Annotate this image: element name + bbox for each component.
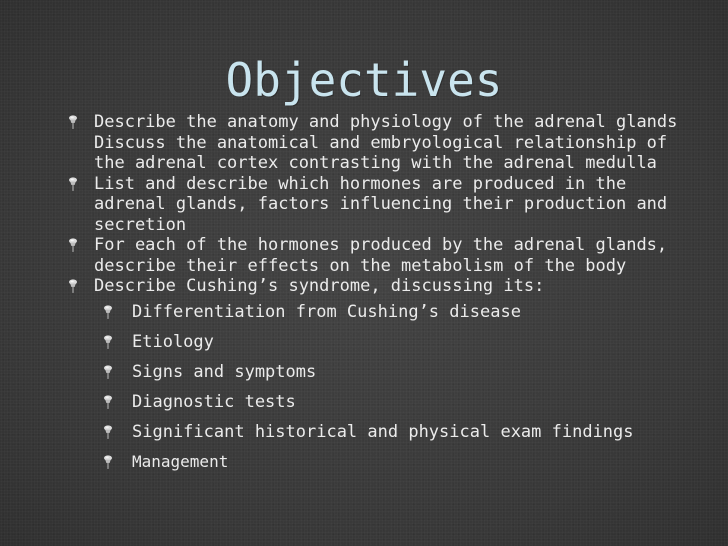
sub-bullet-text: Signs and symptoms (132, 361, 317, 382)
bullet-item (64, 235, 704, 276)
sub-bullet-item (100, 297, 704, 327)
pushpin-icon (67, 238, 79, 252)
bullet-text: Describe Cushing’s syndrome, discussing its: (94, 276, 545, 296)
bullet-text: For each of the hormones produced by the adrenal glands, describe their effects on the metabolism of the body (94, 235, 668, 276)
sub-bullet-item (100, 417, 704, 447)
bullet-text: List and describe which hormones are produced in the adrenal glands, factors influencing their production and secretion (94, 173, 668, 235)
pushpin-icon (102, 335, 114, 349)
sub-bullet-text: Significant historical and physical exam findings (132, 421, 634, 442)
cushing-sub-list (100, 297, 704, 477)
pushpin-icon (102, 305, 114, 319)
bullet-item (64, 276, 704, 297)
sub-bullet-text: Differentiation from Cushing’s disease (132, 301, 521, 322)
sub-bullet-text: Diagnostic tests (132, 391, 296, 412)
pushpin-icon (102, 395, 114, 409)
sub-bullet-item (100, 357, 704, 387)
bullet-text: Describe the anatomy and physiology of the adrenal glands Discuss the anatomical and embryological relationship of the adrenal cortex contrasting with the adrenal medulla (94, 112, 678, 173)
sub-bullet-item (100, 447, 704, 477)
pushpin-icon (67, 115, 79, 129)
sub-bullet-item (100, 387, 704, 417)
slide-title: Objectives (225, 53, 503, 107)
objectives-list (64, 112, 704, 477)
pushpin-icon (102, 365, 114, 379)
sub-bullet-text: Etiology (132, 331, 214, 352)
pushpin-icon (67, 279, 79, 293)
sub-bullet-text: Management (132, 451, 229, 471)
pushpin-icon (102, 425, 114, 439)
pushpin-icon (102, 455, 114, 469)
bullet-item (64, 174, 704, 236)
sub-bullet-item (100, 327, 704, 357)
bullet-item (64, 112, 704, 174)
pushpin-icon (67, 177, 79, 191)
